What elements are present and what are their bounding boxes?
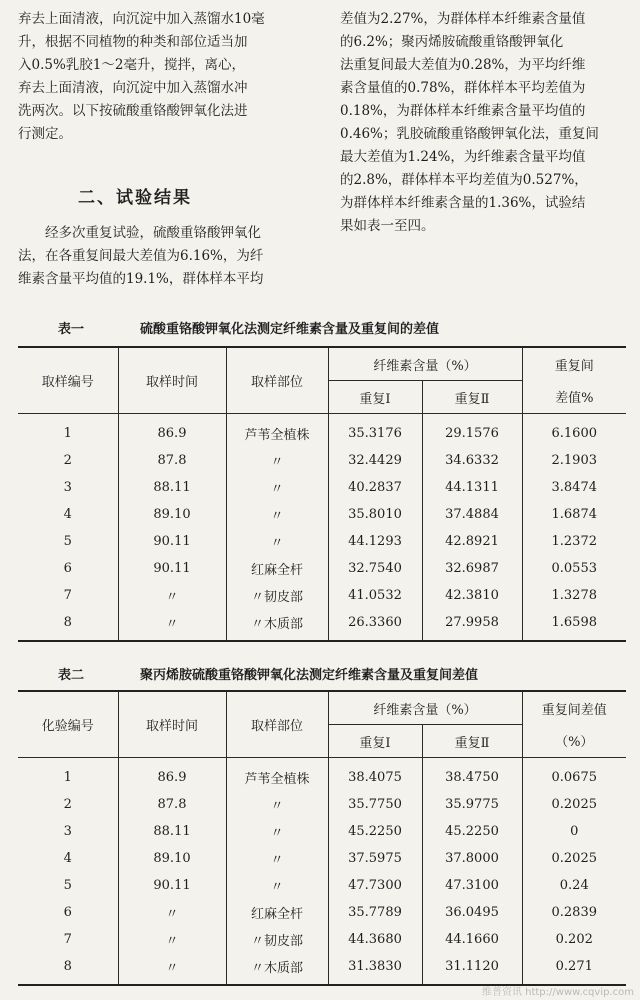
section-heading: 二、试验结果 [78,188,192,208]
table-row [18,758,626,792]
col-header-diff-unit: 差值% [522,381,626,414]
cell-rep1: 38.4075 [328,758,422,792]
cell-time: 90.11 [118,528,226,555]
cell-time: 86.9 [118,758,226,792]
cell-diff: 1.2372 [522,528,626,555]
cell-part: 〃木质部 [226,953,328,985]
cell-rep2: 34.6332 [422,447,522,474]
cell-rep2: 32.6987 [422,555,522,582]
cell-time: 89.10 [118,845,226,872]
text-line: 经多次重复试验，硫酸重铬酸钾氧化 [45,225,261,241]
table-row [18,818,626,845]
cell-rep1: 41.0532 [328,582,422,609]
text-line: 洗两次。以下按硫酸重铬酸钾氧化法进 [18,103,248,119]
cell-id: 5 [18,872,118,899]
table-row [18,872,626,899]
results-paragraph [18,222,314,291]
cell-rep2: 45.2250 [422,818,522,845]
cell-rep1: 35.7789 [328,899,422,926]
table2-number: 表二 [58,668,85,683]
table1 [18,346,626,642]
col-header-rep1: 重复Ⅰ [328,381,422,414]
cell-time: 88.11 [118,818,226,845]
left-column-text [18,8,314,146]
col-header-part: 取样部位 [226,691,328,758]
table2-title: 聚丙烯胺硫酸重铬酸钾氧化法测定纤维素含量及重复间差值 [140,668,479,683]
cell-rep2: 37.8000 [422,845,522,872]
table-row [18,845,626,872]
cell-rep2: 44.1660 [422,926,522,953]
col-header-part: 取样部位 [226,347,328,414]
cell-rep2: 29.1576 [422,414,522,448]
col-header-diff: 重复间差值 [522,691,626,725]
cell-diff: 0.271 [522,953,626,985]
table1-title: 硫酸重铬酸钾氧化法测定纤维素含量及重复间的差值 [140,322,440,337]
cell-part: 芦苇全植株 [226,414,328,448]
table-row [18,609,626,641]
cell-time: 86.9 [118,414,226,448]
cell-diff: 2.1903 [522,447,626,474]
cell-diff: 0.24 [522,872,626,899]
cell-rep2: 31.1120 [422,953,522,985]
table-row [18,791,626,818]
cell-rep1: 35.7750 [328,791,422,818]
cell-part: 〃 [226,501,328,528]
table-row [18,899,626,926]
cell-id: 1 [18,414,118,448]
table2-body [18,758,626,986]
cell-rep1: 37.5975 [328,845,422,872]
cell-rep1: 35.3176 [328,414,422,448]
cell-time: 〃 [118,609,226,641]
table-row [18,414,626,448]
table-row [18,582,626,609]
text-line: 入0.5%乳胶1～2毫升，搅拌，离心， [18,57,245,73]
cell-diff: 3.8474 [522,474,626,501]
cell-part: 〃 [226,872,328,899]
text-line: 0.46%；乳胶硫酸重铬酸钾氧化法，重复间 [340,126,599,142]
text-line: 法，在各重复间最大差值为6.16%，为纤 [18,248,264,264]
cell-time: 87.8 [118,447,226,474]
cell-rep2: 37.4884 [422,501,522,528]
cell-part: 〃 [226,474,328,501]
cell-time: 88.11 [118,474,226,501]
cell-id: 6 [18,899,118,926]
cell-diff: 6.1600 [522,414,626,448]
cell-part: 红麻全杆 [226,555,328,582]
text-line: 最大差值为1.24%，为纤维素含量平均值 [340,149,586,165]
cell-rep2: 47.3100 [422,872,522,899]
col-header-diff-unit: （%） [522,725,626,758]
text-line: 的2.8%，群体样本平均差值为0.527%， [340,172,588,188]
cell-time: 〃 [118,899,226,926]
text-line: 0.18%，为群体样本纤维素含量平均值的 [340,103,586,119]
text-line: 维素含量平均值的19.1%，群体样本平均 [18,271,264,287]
watermark: 维普资讯 http://www.cqvip.com [481,987,634,998]
table-row [18,953,626,985]
col-header-content: 纤维素含量（%） [328,691,522,725]
table-row [18,447,626,474]
text-line: 弃去上面清液，向沉淀中加入蒸馏水冲 [18,80,248,96]
cell-rep1: 35.8010 [328,501,422,528]
table-row [18,501,626,528]
cell-diff: 0.0553 [522,555,626,582]
text-line: 为群体样本纤维素含量的1.36%，试验结 [340,195,586,211]
cell-id: 2 [18,447,118,474]
cell-rep1: 47.7300 [328,872,422,899]
text-line: 弃去上面清液，向沉淀中加入蒸馏水10毫 [18,11,265,27]
cell-diff: 1.6598 [522,609,626,641]
right-column-text [340,8,630,238]
cell-rep2: 27.9958 [422,609,522,641]
cell-rep1: 26.3360 [328,609,422,641]
cell-rep2: 42.8921 [422,528,522,555]
cell-id: 3 [18,818,118,845]
cell-id: 5 [18,528,118,555]
cell-time: 87.8 [118,791,226,818]
col-header-rep2: 重复Ⅱ [422,725,522,758]
cell-rep2: 42.3810 [422,582,522,609]
text-line: 的6.2%；聚丙烯胺硫酸重铬酸钾氧化 [340,34,564,50]
col-header-id: 取样编号 [18,347,118,414]
cell-part: 〃 [226,818,328,845]
cell-diff: 1.3278 [522,582,626,609]
cell-rep2: 44.1311 [422,474,522,501]
cell-rep1: 31.3830 [328,953,422,985]
cell-part: 红麻全杆 [226,899,328,926]
table1-number: 表一 [58,322,85,337]
cell-part: 〃 [226,447,328,474]
cell-part: 芦苇全植株 [226,758,328,792]
cell-diff: 0 [522,818,626,845]
cell-time: 90.11 [118,872,226,899]
cell-id: 8 [18,953,118,985]
cell-diff: 0.2025 [522,791,626,818]
cell-time: 〃 [118,582,226,609]
cell-time: 〃 [118,953,226,985]
cell-rep1: 32.7540 [328,555,422,582]
text-line: 法重复间最大差值为0.28%，为平均纤维 [340,57,586,73]
cell-rep1: 44.3680 [328,926,422,953]
text-line: 行测定。 [18,126,72,142]
cell-rep1: 32.4429 [328,447,422,474]
cell-part: 〃 [226,845,328,872]
cell-time: 89.10 [118,501,226,528]
cell-rep2: 36.0495 [422,899,522,926]
cell-rep1: 40.2837 [328,474,422,501]
cell-part: 〃韧皮部 [226,926,328,953]
cell-diff: 0.2839 [522,899,626,926]
cell-part: 〃木质部 [226,609,328,641]
cell-id: 1 [18,758,118,792]
col-header-time: 取样时间 [118,691,226,758]
text-line: 差值为2.27%，为群体样本纤维素含量值 [340,11,586,27]
cell-id: 2 [18,791,118,818]
col-header-content: 纤维素含量（%） [328,347,522,381]
cell-time: 〃 [118,926,226,953]
text-line: 升，根据不同植物的种类和部位适当加 [18,34,248,50]
cell-id: 3 [18,474,118,501]
table2 [18,690,626,986]
cell-id: 8 [18,609,118,641]
cell-time: 90.11 [118,555,226,582]
table-row [18,555,626,582]
table-row [18,528,626,555]
col-header-id: 化验编号 [18,691,118,758]
text-line: 果如表一至四。 [340,218,435,234]
cell-diff: 0.0675 [522,758,626,792]
cell-part: 〃 [226,528,328,555]
table-row [18,474,626,501]
cell-id: 6 [18,555,118,582]
cell-diff: 0.202 [522,926,626,953]
text-line: 素含量值的0.78%，群体样本平均差值为 [340,80,586,96]
cell-rep1: 44.1293 [328,528,422,555]
cell-rep2: 35.9775 [422,791,522,818]
cell-id: 4 [18,501,118,528]
cell-id: 7 [18,582,118,609]
table-row [18,926,626,953]
col-header-time: 取样时间 [118,347,226,414]
cell-diff: 0.2025 [522,845,626,872]
cell-part: 〃韧皮部 [226,582,328,609]
cell-id: 7 [18,926,118,953]
cell-id: 4 [18,845,118,872]
col-header-rep2: 重复Ⅱ [422,381,522,414]
cell-rep1: 45.2250 [328,818,422,845]
table1-body [18,414,626,642]
col-header-rep1: 重复Ⅰ [328,725,422,758]
cell-rep2: 38.4750 [422,758,522,792]
cell-part: 〃 [226,791,328,818]
cell-diff: 1.6874 [522,501,626,528]
col-header-diff: 重复间 [522,347,626,381]
